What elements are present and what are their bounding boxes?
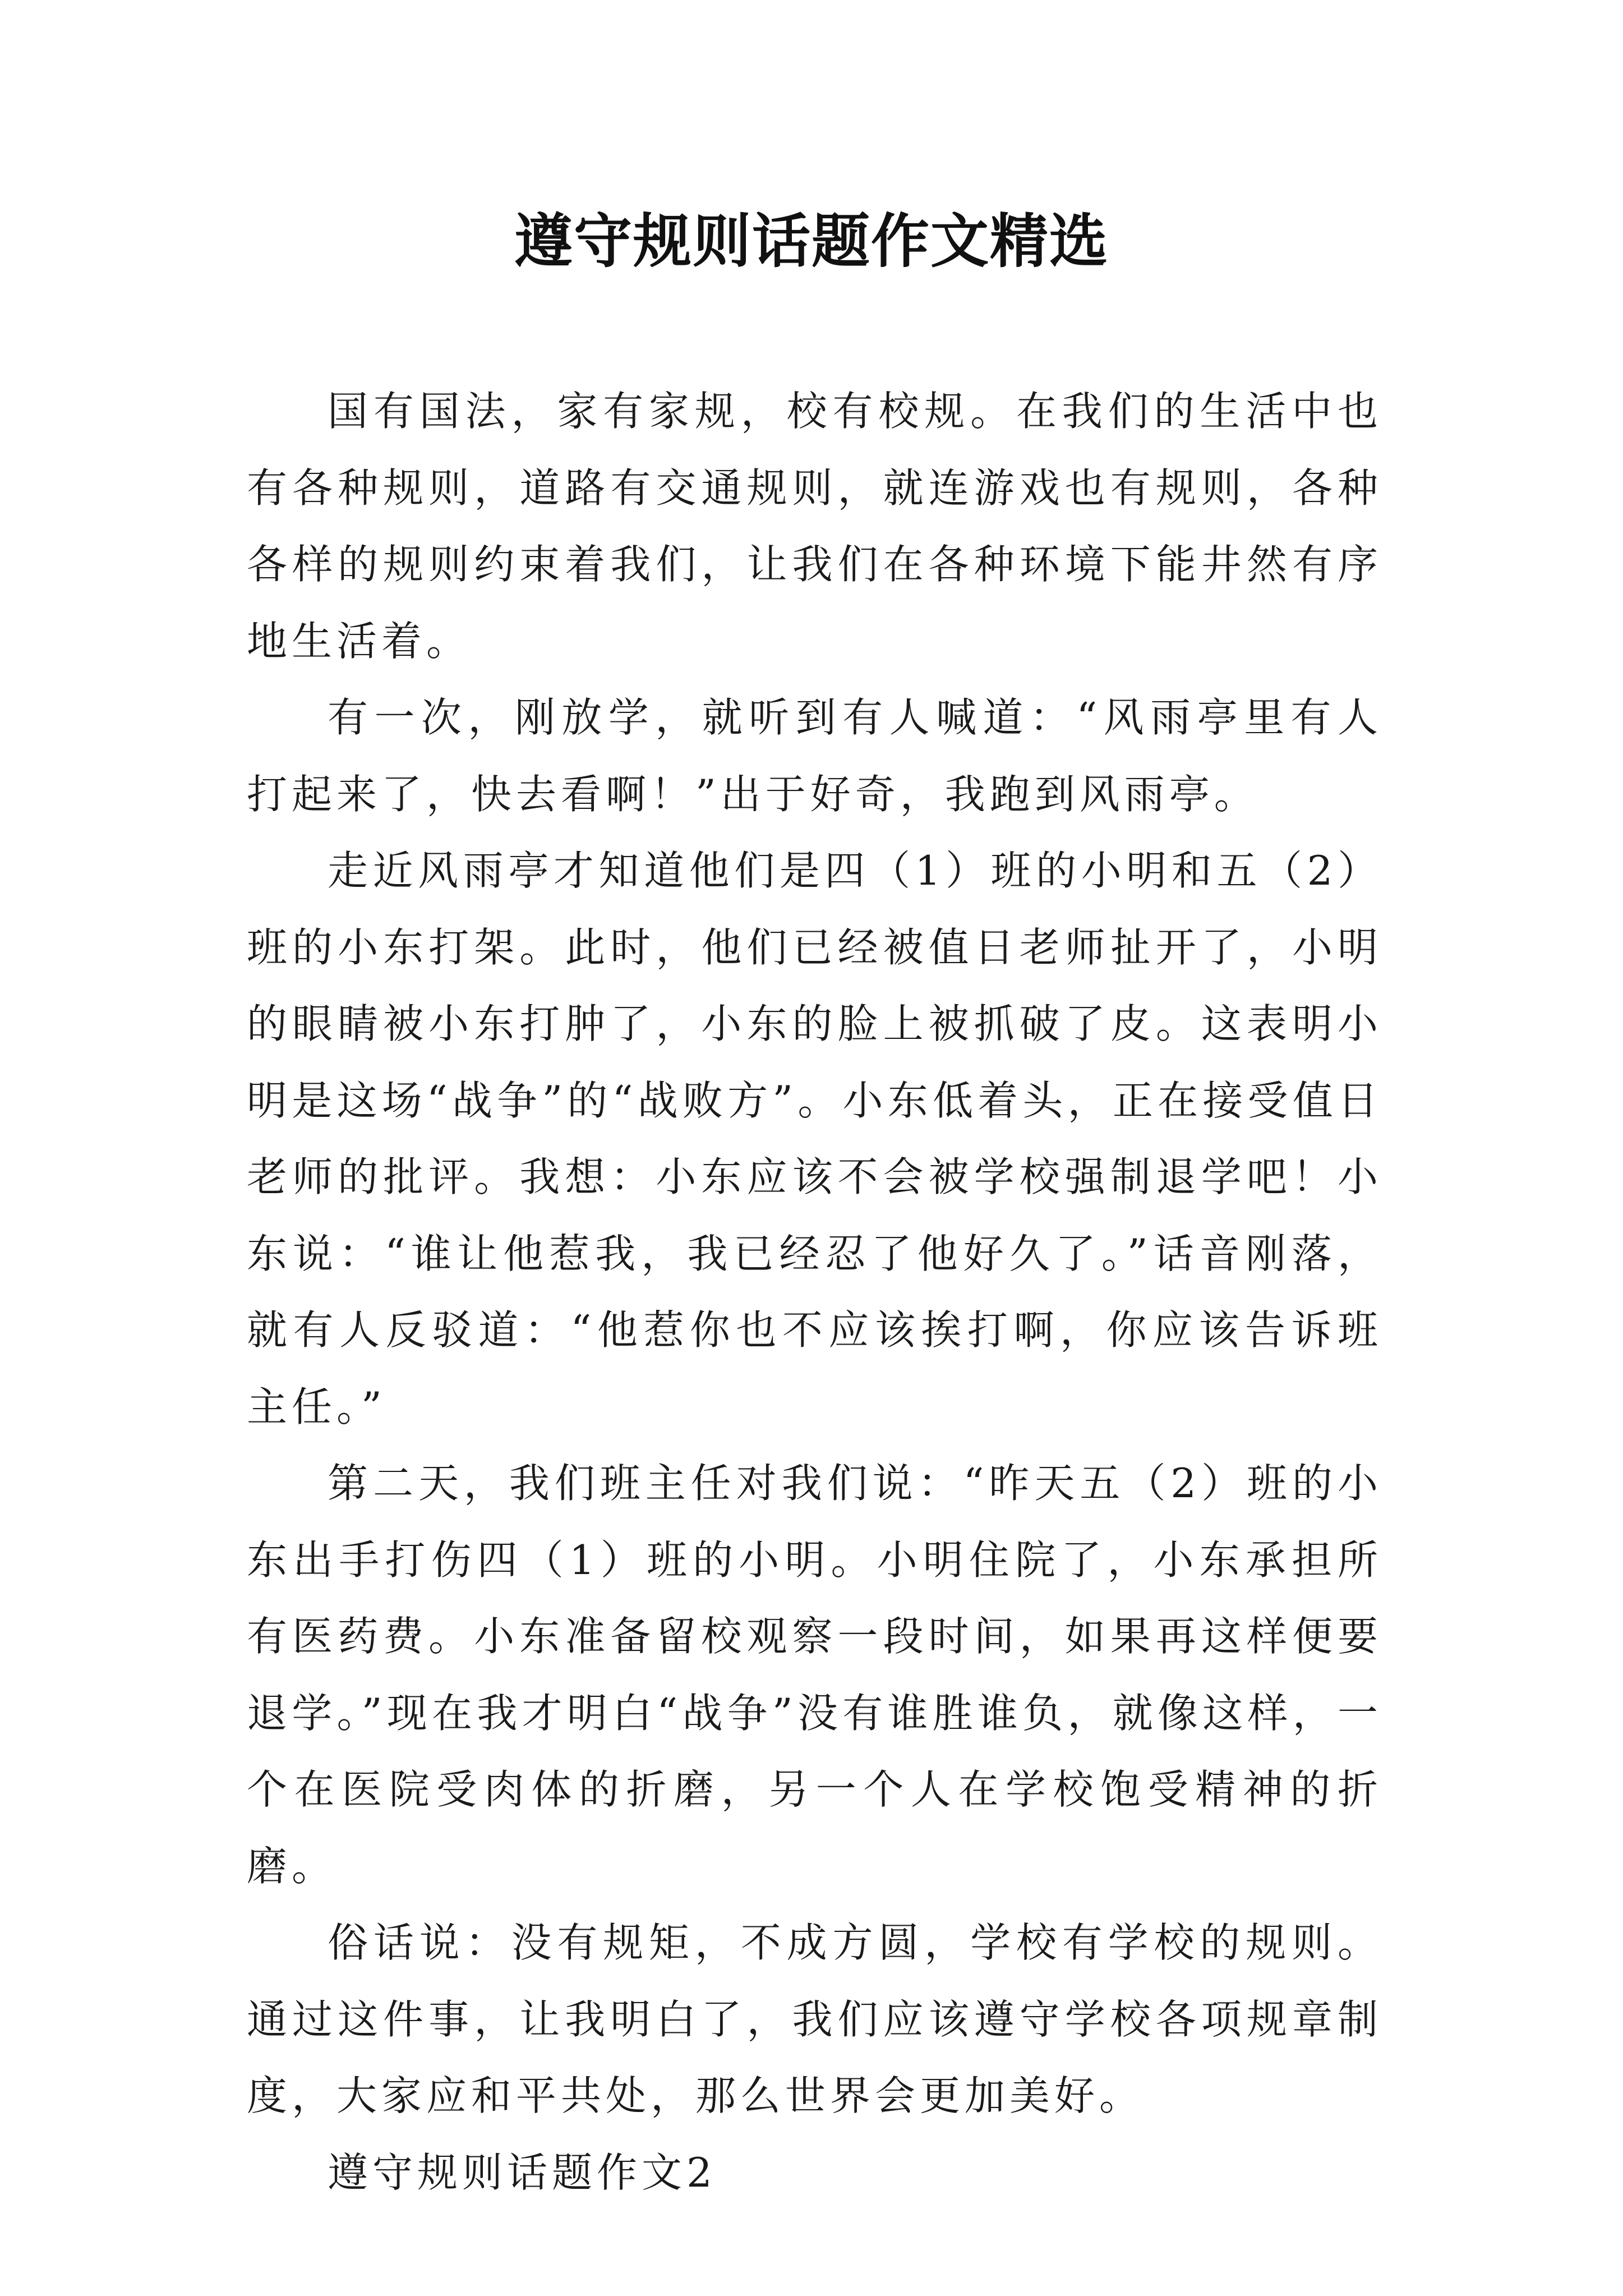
paragraph-incident: 有一次，刚放学，就听到有人喊道：“风雨亭里有人打起来了，快去看啊！”出于好奇，我跑到风雨亭。 <box>247 694 1382 818</box>
document-body <box>247 373 1382 2211</box>
document-title: 遵守规则话题作文精选 <box>514 206 1109 275</box>
paragraph-intro: 国有国法，家有家规，校有校规。在我们的生活中也有各种规则，道路有交通规则，就连游戏也有规则，各种各样的规则约束着我们，让我们在各种环境下能井然有序地生活着。 <box>247 388 1382 665</box>
section-heading: 遵守规则话题作文2 <box>328 2148 717 2196</box>
paragraph-conclusion: 俗话说：没有规矩，不成方圆，学校有学校的规则。通过这件事，让我明白了，我们应该遵守学校各项规章制度，大家应和平共处，那么世界会更加美好。 <box>247 1919 1382 2119</box>
paragraph-next-day: 第二天，我们班主任对我们说：“昨天五（2）班的小东出手打伤四（1）班的小明。小明住院了，小东承担所有医药费。小东准备留校观察一段时间，如果再这样便要退学。”现在我才明白“战争”没有谁胜谁负，就像这样，一个在医院受肉体的折磨，另一个人在学校饱受精神的折磨。 <box>247 1460 1382 1890</box>
paragraph-fight: 走近风雨亭才知道他们是四（1）班的小明和五（2）班的小东打架。此时，他们已经被值日老师扯开了，小明的眼睛被小东打肿了，小东的脸上被抓破了皮。这表明小明是这场“战争”的“战败方”。小东低着头，正在接受值日老师的批评。我想：小东应该不会被学校强制退学吧！小东说：“谁让他惹我，我已经忍了他好久了。”话音刚落，就有人反驳道：“他惹你也不应该挨打啊，你应该告诉班主任。” <box>247 847 1382 1430</box>
